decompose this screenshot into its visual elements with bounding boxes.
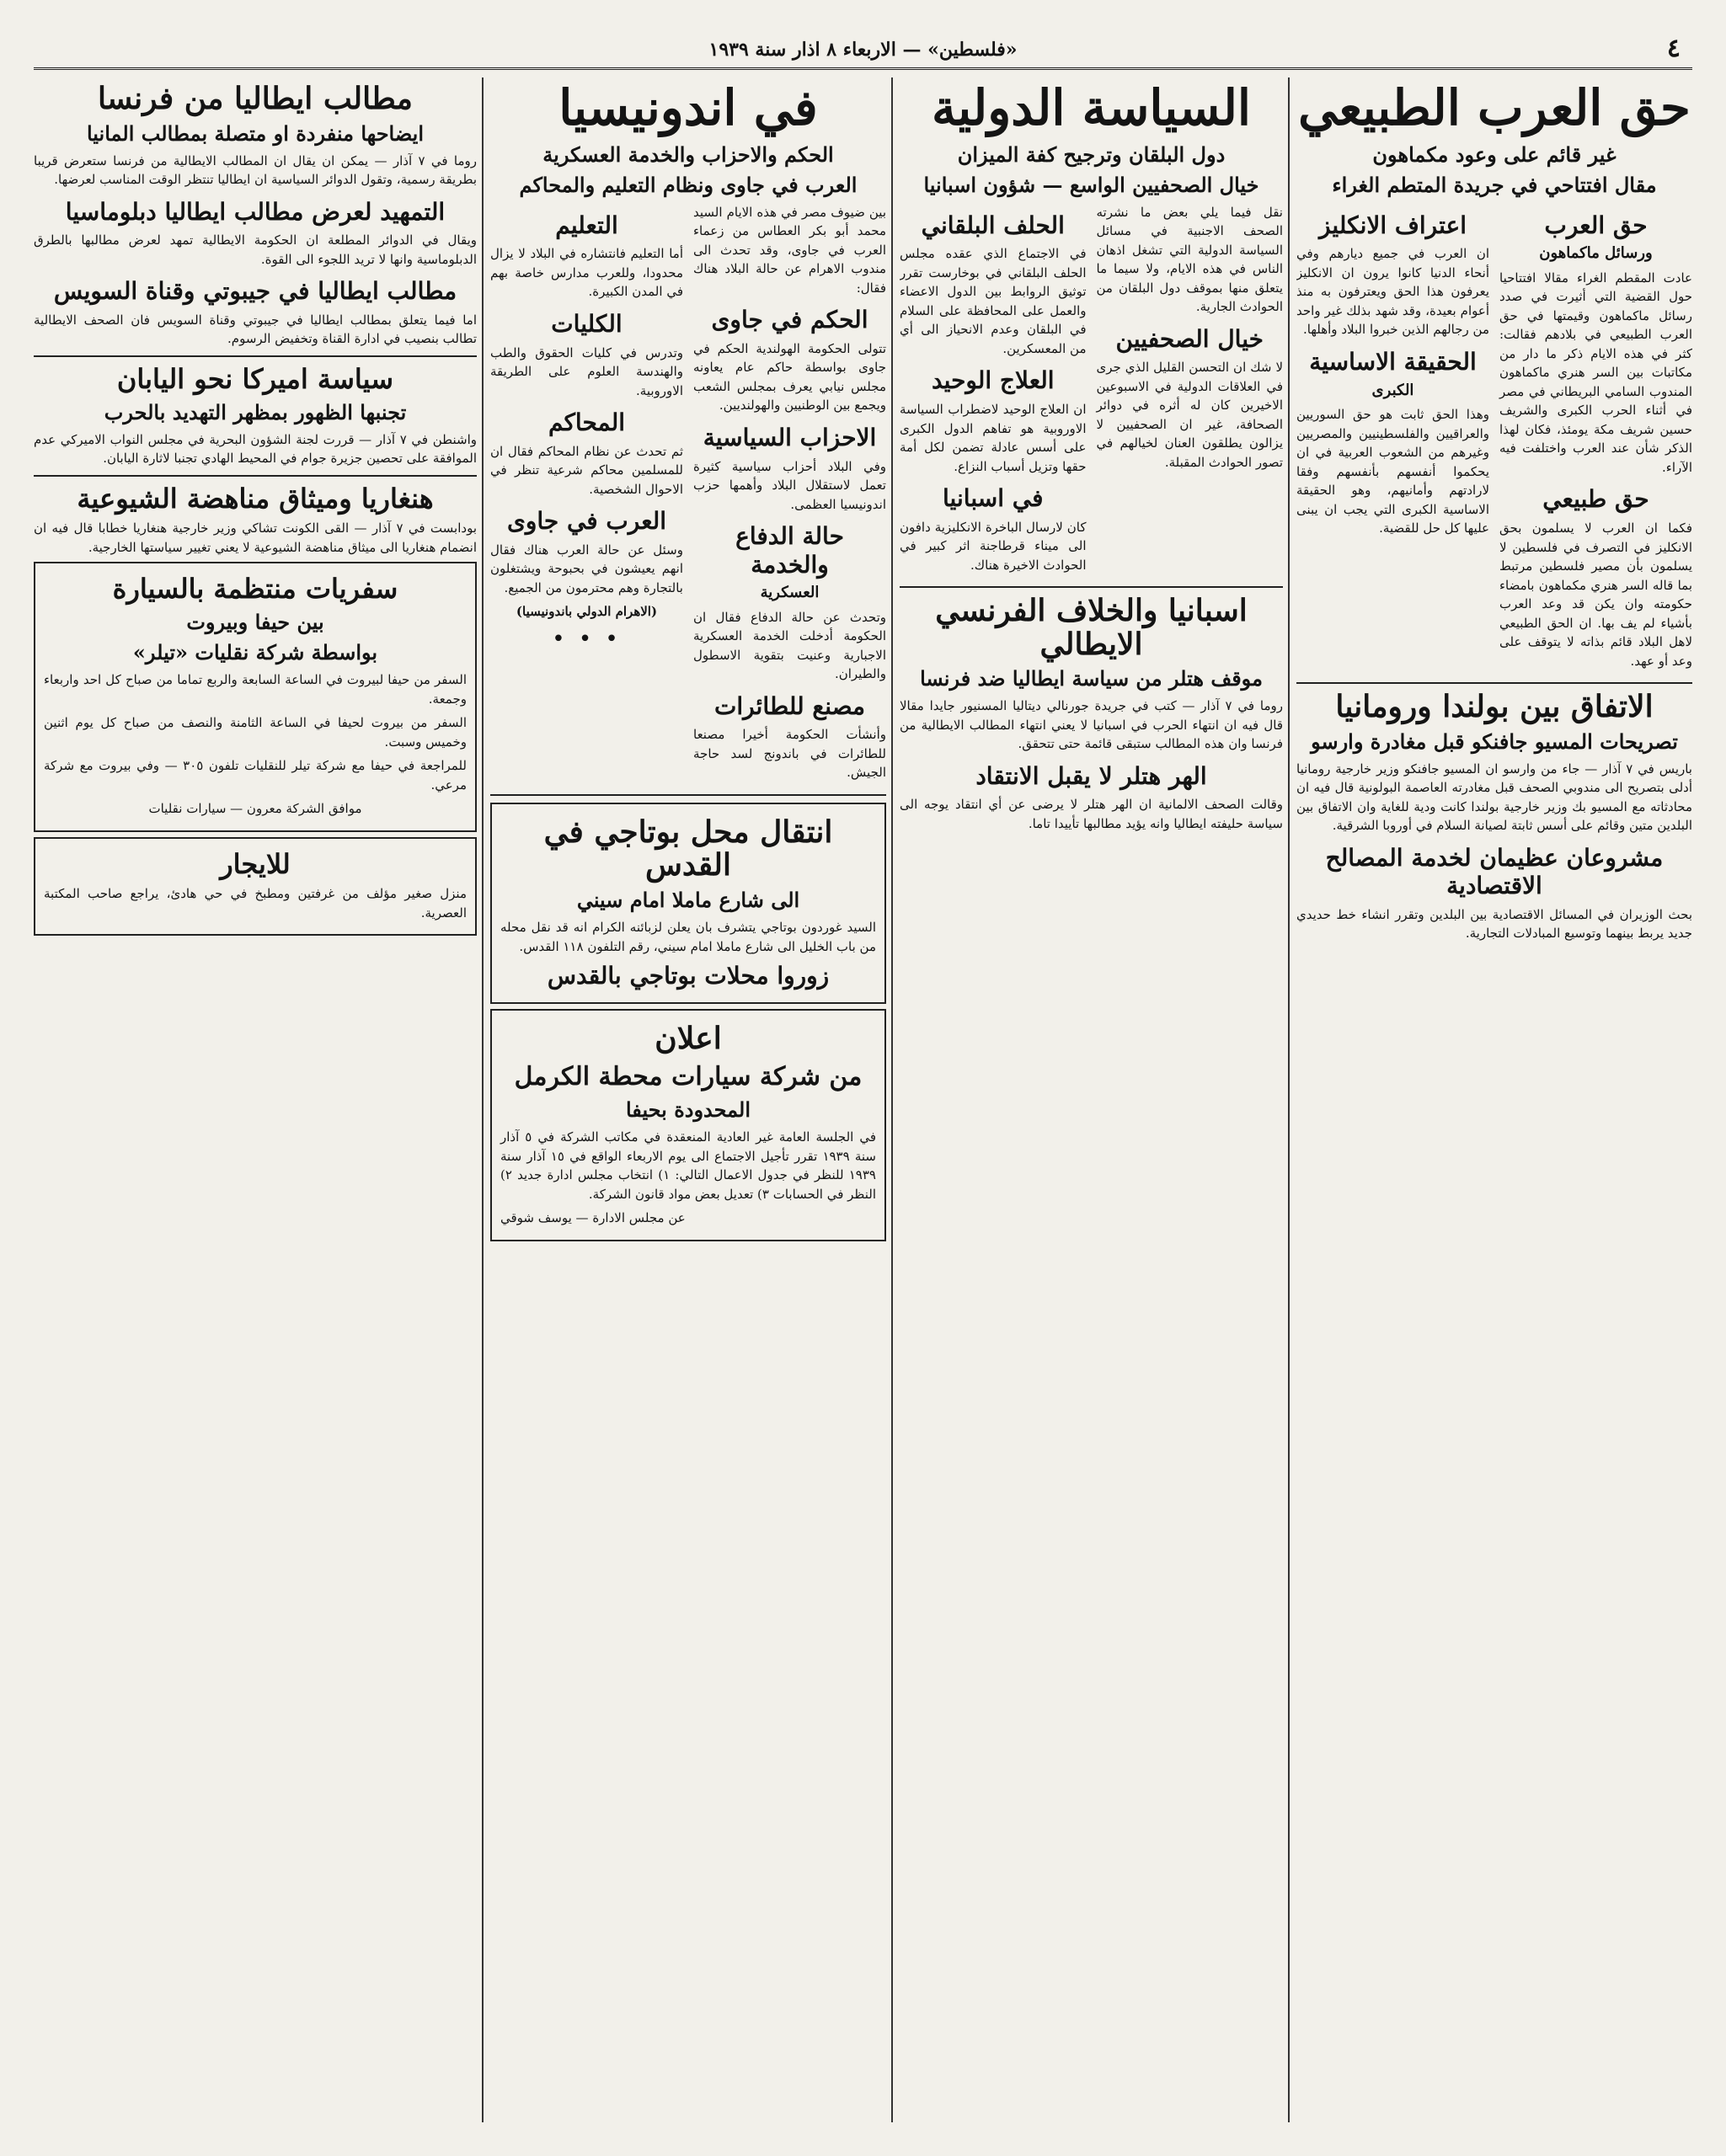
divider: [34, 475, 477, 477]
section-title: الهر هتلر لا يقبل الانتقاد: [975, 761, 1207, 790]
column-1: [1296, 77, 1692, 2122]
classified-box: [34, 837, 477, 937]
page-number: ٤: [1666, 34, 1681, 63]
section-lead: الكبرى: [1371, 381, 1414, 399]
paragraph: ويقال في الدوائر المطلعة ان الحكومة الايطالية تمهد لعرض مطالبها بالطرق الدبلوماسية وانها لا تريد اللجوء الى القوة.: [34, 232, 477, 267]
section-lead: ورسائل ماكماهون: [1539, 244, 1653, 263]
column-4: [34, 77, 477, 2122]
section-title: خيال الصحفيين: [1115, 324, 1264, 353]
paragraph: وتحدث عن حالة الدفاع فقال ان الحكومة أدخلت الخدمة العسكرية الاجبارية وعنيت بتقوية الاسطول والطيران.: [693, 609, 886, 682]
paragraph: وفي البلاد أحزاب سياسية كثيرة تعمل لاستقلال البلاد وأهمها حزب اندونيسيا العظمى.: [693, 458, 886, 512]
ad-subhead: بين حيفا وبيروت: [186, 610, 324, 635]
section-title: في اسبانيا: [943, 484, 1044, 513]
paragraph: وقالت الصحف الالمانية ان الهر هتلر لا يرضى عن أي انتقاد يوجه الى سياسة حليفته ايطاليا وانه يؤيد مطالبها تأييدا تاما.: [900, 797, 1283, 831]
paragraph: روما في ٧ آذار — يمكن ان يقال ان المطالب الايطالية من فرنسا ستعرض قريبا بطريقة رسمية، وتقول الدوائر السياسية ان ايطاليا تنتظر الوقت المناسب لعرضها.: [34, 152, 477, 188]
masthead: [34, 34, 1692, 70]
divider: [1296, 682, 1692, 684]
divider: [900, 586, 1283, 588]
ad-headline: سفريات منتظمة بالسيارة: [112, 573, 398, 606]
article-headline: في اندونيسيا: [558, 79, 818, 136]
section-title: الحقيقة الاساسية: [1309, 347, 1477, 376]
paragraph: وسئل عن حالة العرب هناك فقال انهم يعيشون في بحبوحة ويشتغلون بالتجارة وهم محترمون من الجميع.: [490, 542, 683, 595]
paragraph: وأنشأت الحكومة أخيرا مصنعا للطائرات في باندونج لسد حاجة الجيش.: [693, 727, 886, 781]
paragraph: بودابست في ٧ آذار — القى الكونت تشاكي وزير خارجية هنغاريا خطابا قال فيه ان انضمام هنغاريا الى ميثاق مناهضة الشيوعية لا يعني تغيير سياستها الخارجية.: [34, 520, 477, 555]
paragraph: أما التعليم فانتشاره في البلاد لا يزال محدودا، وللعرب مدارس خاصة بهم في المدن الكبيرة.: [490, 246, 683, 300]
section-title: الحلف البلقاني: [921, 211, 1065, 239]
section-title: الحكم في جاوى: [711, 306, 868, 334]
column-rule: [482, 77, 484, 2122]
section-lead: العسكرية: [760, 584, 820, 602]
column-3: [490, 77, 886, 2122]
paragraph: السفر من بيروت لحيفا في الساعة الثامنة والنصف من صباح كل يوم اثنين وخميس وسبت.: [44, 715, 467, 750]
ad-box: [490, 803, 886, 1004]
section-title: مصنع للطائرات: [713, 691, 866, 720]
article-body: [900, 203, 1283, 579]
article-subhead: العرب في جاوى ونظام التعليم والمحاكم: [519, 172, 858, 197]
article-headline: السياسة الدولية: [931, 79, 1252, 136]
article-subhead: موقف هتلر من سياسة ايطاليا ضد فرنسا: [920, 666, 1263, 691]
divider: [34, 355, 477, 357]
paragraph: للمراجعة في حيفا مع شركة تيلر للنقليات تلفون ٣٠٥ — وفي بيروت مع شركة مرعي.: [44, 758, 467, 792]
ad-subhead: بواسطة شركة نقليات «تيلر»: [132, 640, 378, 665]
article-subhead: ايضاحها منفردة او متصلة بمطالب المانيا: [86, 120, 425, 146]
paragraph: السفر من حيفا لبيروت في الساعة السابعة والربع تماما من صباح كل احد واربعاء وجمعة.: [44, 672, 467, 707]
section-title: اعتراف الانكليز: [1318, 211, 1467, 239]
article-headline: مطالب ايطاليا من فرنسا: [98, 81, 413, 116]
section-title: العرب في جاوى: [506, 507, 667, 536]
article-body: [490, 203, 886, 787]
article-headline: الاتفاق بين بولندا ورومانيا: [1335, 689, 1654, 725]
section-title: مطالب ايطاليا في جيبوتي وقناة السويس: [53, 277, 457, 306]
column-2: [900, 77, 1283, 2122]
divider: [490, 794, 886, 796]
paragraph: ثم تحدث عن نظام المحاكم فقال ان للمسلمين محاكم شرعية تنظر في الاحوال الشخصية.: [490, 443, 683, 497]
article-subhead: مقال افتتاحي في جريدة المتطم الغراء: [1332, 172, 1657, 197]
ad-headline: انتقال محل بوتاجي في القدس: [543, 814, 833, 883]
column-rule: [1288, 77, 1290, 2122]
paragraph: اما فيما يتعلق بمطالب ايطاليا في جيبوتي وقناة السويس فان الصحف الايطالية تطالب بنصيب في ادارة القناة وتخفيض الرسوم.: [34, 312, 477, 347]
paragraph: كان لارسال الباخرة الانكليزية دافون الى ميناء قرطاجنة اثر كبير في الحوادث الاخيرة هناك.: [900, 519, 1087, 573]
paragraph: بين ضيوف مصر في هذه الايام السيد محمد أبو بكر العطاس من زعماء العرب في جاوى، وقد تحدث الى مندوب الاهرام عن حالة البلاد هناك فقال:: [693, 204, 886, 296]
classified-headline: للايجار: [220, 847, 291, 880]
section-title: التمهيد لعرض مطالب ايطاليا دبلوماسيا: [65, 197, 446, 226]
article-subhead: خيال الصحفيين الواسع — شؤون اسبانيا: [923, 172, 1259, 197]
paragraph: تتولى الحكومة الهولندية الحكم في جاوى بواسطة حاكم عام يعاونه مجلس نيابي يعرف بمجلس الشعب ويجمع بين الوطنيين والهولنديين.: [693, 340, 886, 414]
article-headline: حق العرب الطبيعي: [1298, 79, 1691, 136]
article-subhead: تجنبها الظهور بمظهر التهديد بالحرب: [104, 399, 407, 424]
dateline: «فلسطين» — الاربعاء ٨ اذار سنة ١٩٣٩: [708, 39, 1018, 61]
ad-subhead: الى شارع ماملا امام سيني: [576, 888, 800, 913]
article-signature: (الاهرام الدولي باندونيسيا): [516, 604, 658, 620]
separator: • • •: [552, 626, 622, 652]
section-title: التعليم: [555, 211, 618, 239]
section-title: الاحزاب السياسية: [703, 423, 877, 451]
article-headline: سياسة اميركا نحو اليابان: [116, 362, 394, 395]
article-subhead: تصريحات المسيو جافنكو قبل مغادرة وارسو: [1311, 728, 1678, 754]
paragraph: روما في ٧ آذار — كتب في جريدة جورنالي ديتاليا المسنيور جايدا مقالا قال فيه ان انتهاء الحرب في اسبانيا لا يعني انتهاء المطالب الايطالية من فرنسا وان هذه المطالب ستبقى قائمة حتى تتحقق.: [900, 698, 1283, 752]
paragraph: في الاجتماع الذي عقده مجلس الحلف البلقاني في بوخارست تقرر توثيق الروابط بين الدول الاعضاء والعمل على المحافظة على السلام في البلقان وعدم الانحياز الى أي من المعسكرين.: [900, 246, 1087, 356]
paragraph: نقل فيما يلي بعض ما نشرته الصحف الاجنبية في مسائل السياسة الدولية التي تشغل اذهان الناس في هذه الايام، ولا سيما ما يتعلق منها بموقف دول البلقان من الحوادث الجارية.: [1096, 204, 1283, 315]
column-rule: [891, 77, 893, 2122]
article-body: [1296, 203, 1692, 675]
paragraph: واشنطن في ٧ آذار — قررت لجنة الشؤون البحرية في مجلس النواب الاميركي عدم الموافقة على تحصين جزيرة جوام في المحيط الهادي تجنبا لاثارة اليابان.: [34, 431, 477, 467]
section-title: حق العرب: [1544, 211, 1648, 239]
paragraph: عادت المقطم الغراء مقالا افتتاحيا حول القضية التي أثيرت في صدد رسائل ماكماهون وقيمتها في حق العرب الطبيعي في بلادهم فقالت: كثر في هذه الايام ذكر ما دار من مكاتبات بين السر هنري ماكماهون المندوب السامي البريطاني في مصر في أثناء الحرب الكبرى والشريف حسين شريف مكة يومئذ، فكان لهذا الذكر شأن عند العرب واختلفت فيه الآراء.: [1499, 270, 1692, 475]
paragraph: في الجلسة العامة غير العادية المنعقدة في مكاتب الشركة في ٥ آذار سنة ١٩٣٩ تقرر تأجيل الاجتماع الى يوم الاربعاء الواقع في ١٥ آذار سنة ١٩٣٩ للنظر في جدول الاعمال التالي: ١) انتخاب مجلس ادارة جديد ٢) النظر في الحسابات ٣) تعديل بعض مواد قانون الشركة.: [500, 1129, 876, 1202]
notice-signature: عن مجلس الادارة — يوسف شوقي: [500, 1210, 686, 1226]
article-headline: هنغاريا وميثاق مناهضة الشيوعية: [77, 482, 434, 515]
paragraph: السيد غوردون بوتاجي يتشرف بان يعلن لزبائنه الكرام انه قد نقل محله من باب الخليل الى شارع ماملا امام سيني، رقم التلفون ١١٨ القدس.: [500, 920, 876, 954]
section-title: العلاج الوحيد: [931, 366, 1055, 395]
section-title: مشروعان عظيمان لخدمة المصالح الاقتصادية: [1325, 843, 1664, 900]
ad-footer: زوروا محلات بوتاجي بالقدس: [547, 962, 830, 990]
notice-subhead: المحدودة بحيفا: [625, 1097, 751, 1123]
ad-box: [34, 562, 477, 831]
section-title: حالة الدفاع والخدمة: [735, 522, 844, 579]
notice-subhead: من شركة سيارات محطة الكرمل: [514, 1061, 863, 1091]
paragraph: لا شك ان التحسن القليل الذي جرى في العلاقات الدولية في الاسبوعين الاخيرين كان له أثره في دوائر الصحافة، غير ان الصحفيين لا يزالون يطلقون العنان لخيالهم في تصور الحوادث المقبلة.: [1096, 360, 1283, 470]
paragraph: باريس في ٧ آذار — جاء من وارسو ان المسيو جافنكو وزير خارجية رومانيا أدلى بتصريح الى مندوبي الصحف قبل مغادرته العاصمة البولونية قال فيه ان محادثاته مع المسيو بك وزير خارجية بولندا كانت ودية للغاية وان الاتفاق بين البلدين متين وقائم على أسس ثابتة لصيانة السلام في أوروبا الشرقية.: [1296, 760, 1692, 834]
section-title: المحاكم: [548, 408, 626, 437]
notice-title: اعلان: [655, 1021, 722, 1057]
notice-box: [490, 1009, 886, 1241]
article-subhead: الحكم والاحزاب والخدمة العسكرية: [542, 141, 834, 167]
paragraph: منزل صغير مؤلف من غرفتين ومطبخ في حي هادئ، يراجع صاحب المكتبة العصرية.: [44, 886, 467, 921]
article-subhead: غير قائم على وعود مكماهون: [1372, 141, 1616, 167]
article-headline: اسبانيا والخلاف الفرنسي الايطالي: [935, 593, 1248, 662]
paragraph: بحث الوزيران في المسائل الاقتصادية بين البلدين وتقرر انشاء خط حديدي جديد يربط بينهما وتوسيع المبادلات التجارية.: [1296, 906, 1692, 942]
section-title: حق طبيعي: [1542, 485, 1649, 514]
section-title: الكليات: [551, 309, 623, 338]
paragraph: فكما ان العرب لا يسلمون بحق الانكليز في التصرف في فلسطين لا يسلمون بأن مصير فلسطين مرتبط بما قاله السر هنري مكماهون بامضاء حكومته وان يكن قد وعد العرب بأشياء لم يف بها. ان الحق الطبيعي لاهل البلاد قائم بذاته لا يتوقف على وعد أو عهد.: [1499, 520, 1692, 669]
paragraph: وتدرس في كليات الحقوق والطب والهندسة العلوم على الطريقة الاوروبية.: [490, 344, 683, 398]
article-subhead: دول البلقان وترجيح كفة الميزان: [957, 141, 1226, 167]
paragraph: ان العلاج الوحيد لاضطراب السياسة الاوروبية هو تفاهم الدول الكبرى على أسس عادلة تضمن لكل أمة حقها وتزيل أسباب النزاع.: [900, 402, 1087, 474]
paragraph: وهذا الحق ثابت هو حق السوريين والعراقيين والفلسطينيين والمصريين وغيرهم من الشعوب العربية في ان يحكموا أنفسهم بأنفسهم وفقا لارادتهم وأمانيهم، وهو الحقيقة الاساسية الكبرى التي يجب ان يبنى عليها كل حل للقضية.: [1296, 407, 1489, 536]
paragraph: ان العرب في جميع ديارهم وفي أنحاء الدنيا كانوا يرون ان الانكليز يعرفون هذا الحق ويعترفون به منذ أعوام بعيدة، وقد شهد بذلك غير واحد من رجالهم الذين خبروا البلاد وأهلها.: [1296, 246, 1489, 338]
ad-contact: موافق الشركة معرون — سيارات نقليات: [148, 801, 362, 817]
